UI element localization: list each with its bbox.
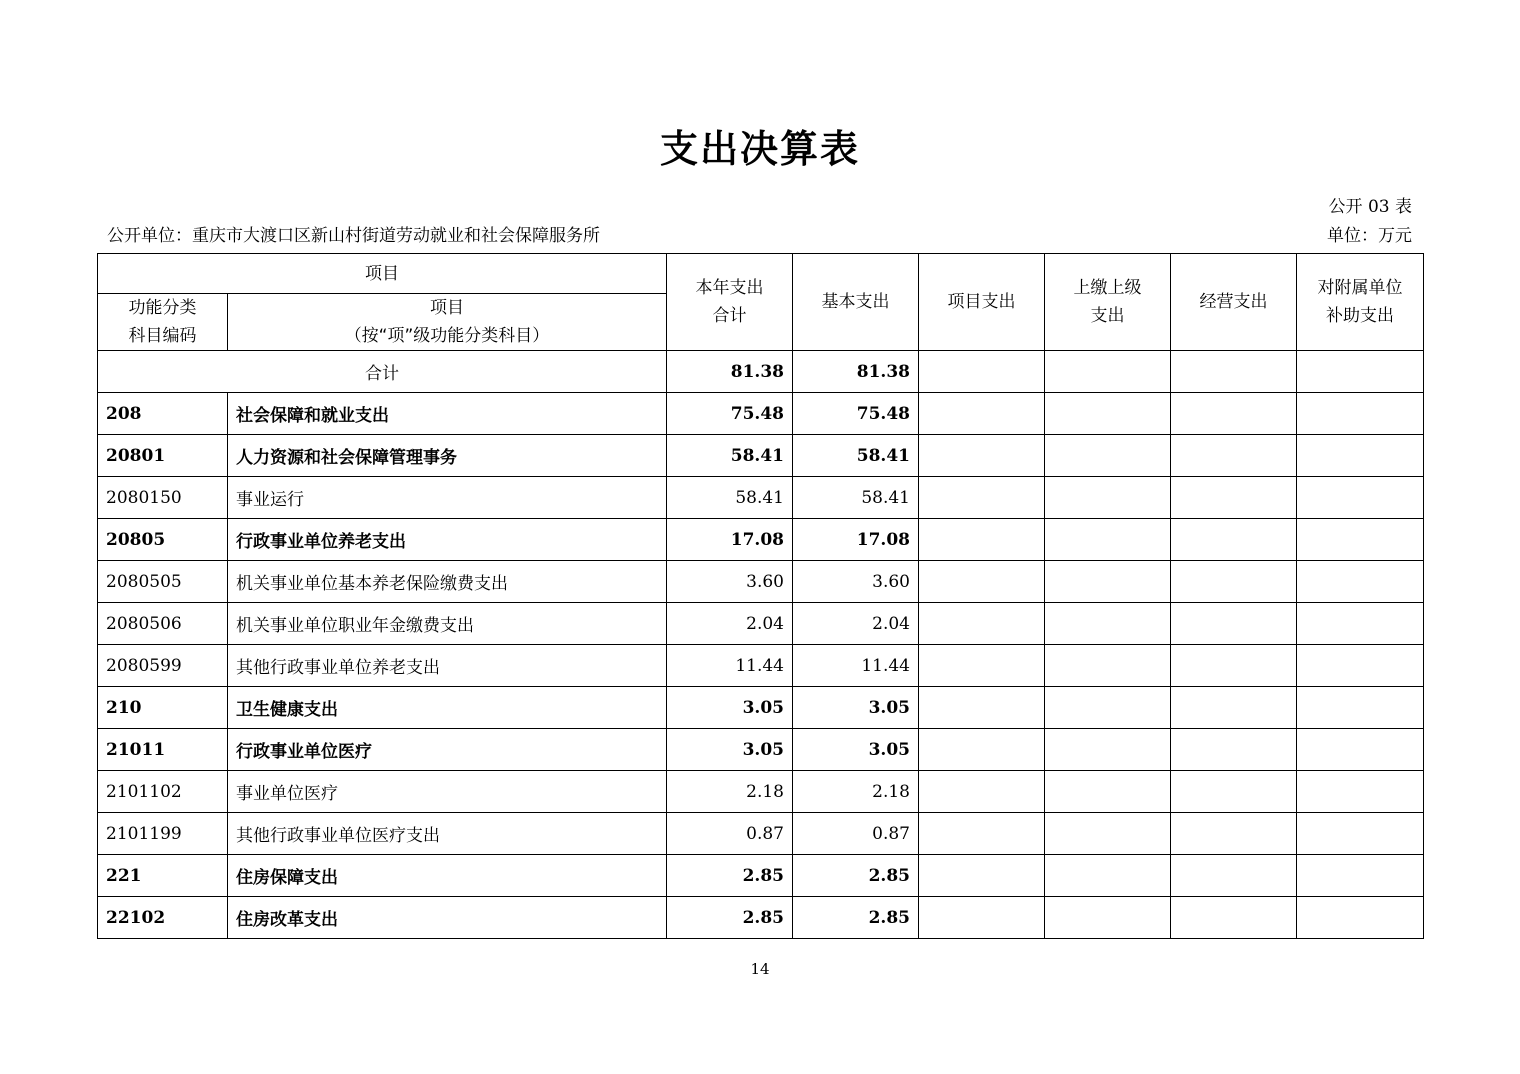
total-project [919,351,1045,393]
total-superior [1045,351,1171,393]
row-business [1171,561,1297,603]
row-code: 2080505 [98,561,228,603]
row-project [919,603,1045,645]
row-superior [1045,603,1171,645]
table-row [98,855,1424,897]
row-subsidiary [1297,855,1424,897]
row-project [919,519,1045,561]
row-basic: 2.85 [793,855,919,897]
table-row [98,603,1424,645]
row-basic: 58.41 [793,477,919,519]
table-row [98,519,1424,561]
row-basic: 3.05 [793,729,919,771]
table-row [98,687,1424,729]
row-project [919,855,1045,897]
row-total: 3.05 [667,687,793,729]
row-subsidiary [1297,393,1424,435]
row-project [919,393,1045,435]
row-subsidiary [1297,729,1424,771]
header-subsidiary: 对附属单位 补助支出 [1297,254,1424,351]
row-project [919,477,1045,519]
row-project [919,435,1045,477]
row-total: 3.60 [667,561,793,603]
row-business [1171,687,1297,729]
row-total: 58.41 [667,477,793,519]
row-superior [1045,855,1171,897]
row-subsidiary [1297,687,1424,729]
row-total: 2.85 [667,855,793,897]
row-total: 2.04 [667,603,793,645]
row-basic: 75.48 [793,393,919,435]
row-total: 11.44 [667,645,793,687]
row-subsidiary [1297,519,1424,561]
row-superior [1045,519,1171,561]
row-project [919,561,1045,603]
row-basic: 3.05 [793,687,919,729]
row-name: 住房保障支出 [228,855,667,897]
row-name: 事业单位医疗 [228,771,667,813]
row-subsidiary [1297,603,1424,645]
row-code: 20805 [98,519,228,561]
table-row [98,393,1424,435]
table-row [98,645,1424,687]
row-name: 住房改革支出 [228,897,667,939]
row-business [1171,435,1297,477]
header-superior: 上缴上级 支出 [1045,254,1171,351]
row-business [1171,771,1297,813]
row-total: 17.08 [667,519,793,561]
row-project [919,897,1045,939]
row-basic: 3.60 [793,561,919,603]
row-name: 其他行政事业单位养老支出 [228,645,667,687]
row-business [1171,855,1297,897]
row-code: 2080506 [98,603,228,645]
row-business [1171,897,1297,939]
page-number: 14 [750,960,770,978]
row-code: 221 [98,855,228,897]
row-name: 卫生健康支出 [228,687,667,729]
row-total: 2.85 [667,897,793,939]
header-total: 本年支出 合计 [667,254,793,351]
row-name: 其他行政事业单位医疗支出 [228,813,667,855]
header-name: 项目 （按“项”级功能分类科目） [228,294,667,351]
row-code: 208 [98,393,228,435]
row-subsidiary [1297,561,1424,603]
row-total: 2.18 [667,771,793,813]
currency-unit: 单位：万元 [1327,226,1412,246]
row-basic: 2.85 [793,897,919,939]
row-subsidiary [1297,645,1424,687]
total-label: 合计 [98,351,667,393]
row-project [919,729,1045,771]
reporting-unit: 公开单位：重庆市大渡口区新山村街道劳动就业和社会保障服务所 [107,226,600,246]
row-superior [1045,561,1171,603]
row-basic: 0.87 [793,813,919,855]
row-superior [1045,687,1171,729]
table-row [98,435,1424,477]
page-title: 支出决算表 [659,127,860,171]
row-basic: 17.08 [793,519,919,561]
row-code: 2101199 [98,813,228,855]
row-project [919,813,1045,855]
row-code: 22102 [98,897,228,939]
header-item-group: 项目 [98,254,667,294]
row-superior [1045,729,1171,771]
row-business [1171,813,1297,855]
row-superior [1045,771,1171,813]
row-subsidiary [1297,771,1424,813]
row-superior [1045,897,1171,939]
header-business: 经营支出 [1171,254,1297,351]
total-amount: 81.38 [667,351,793,393]
expenditure-table [97,253,1424,939]
total-business [1171,351,1297,393]
row-subsidiary [1297,435,1424,477]
row-name: 行政事业单位医疗 [228,729,667,771]
row-superior [1045,435,1171,477]
row-total: 58.41 [667,435,793,477]
row-total: 0.87 [667,813,793,855]
row-code: 2101102 [98,771,228,813]
header-basic: 基本支出 [793,254,919,351]
row-subsidiary [1297,897,1424,939]
row-business [1171,645,1297,687]
row-basic: 2.04 [793,603,919,645]
row-name: 行政事业单位养老支出 [228,519,667,561]
row-name: 人力资源和社会保障管理事务 [228,435,667,477]
total-basic: 81.38 [793,351,919,393]
row-total: 75.48 [667,393,793,435]
row-business [1171,519,1297,561]
header-project: 项目支出 [919,254,1045,351]
header-code: 功能分类 科目编码 [98,294,228,351]
row-name: 机关事业单位职业年金缴费支出 [228,603,667,645]
row-business [1171,477,1297,519]
row-code: 210 [98,687,228,729]
table-row [98,771,1424,813]
row-name: 机关事业单位基本养老保险缴费支出 [228,561,667,603]
row-basic: 11.44 [793,645,919,687]
row-business [1171,393,1297,435]
row-name: 社会保障和就业支出 [228,393,667,435]
table-row [98,729,1424,771]
row-superior [1045,645,1171,687]
row-project [919,645,1045,687]
row-project [919,687,1045,729]
row-name: 事业运行 [228,477,667,519]
total-row [98,351,1424,393]
row-code: 21011 [98,729,228,771]
row-code: 2080599 [98,645,228,687]
row-basic: 58.41 [793,435,919,477]
row-project [919,771,1045,813]
row-superior [1045,393,1171,435]
table-row [98,477,1424,519]
table-row [98,813,1424,855]
row-total: 3.05 [667,729,793,771]
row-code: 20801 [98,435,228,477]
row-superior [1045,813,1171,855]
total-subsidiary [1297,351,1424,393]
row-superior [1045,477,1171,519]
row-subsidiary [1297,813,1424,855]
row-basic: 2.18 [793,771,919,813]
row-subsidiary [1297,477,1424,519]
row-business [1171,729,1297,771]
form-number: 公开 03 表 [1328,197,1412,217]
table-row [98,897,1424,939]
row-business [1171,603,1297,645]
table-row [98,561,1424,603]
row-code: 2080150 [98,477,228,519]
